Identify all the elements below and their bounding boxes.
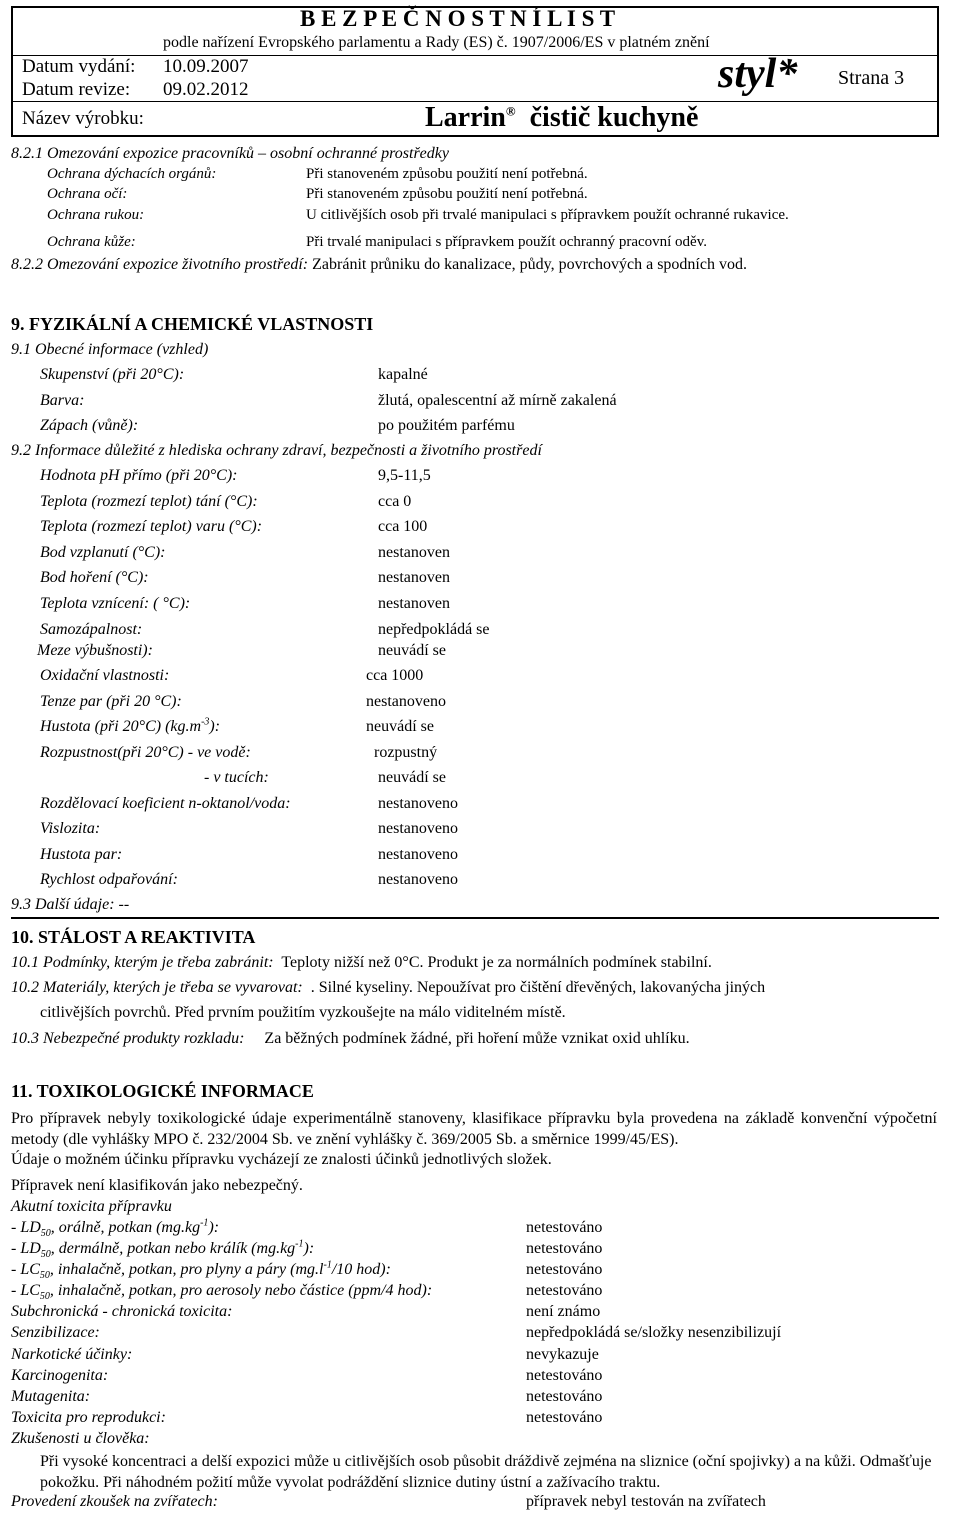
- property-label: Rychlost odpařování:: [40, 871, 178, 888]
- property-value: neuvádí se: [378, 642, 446, 659]
- property-label: Hustota par:: [40, 846, 123, 863]
- effects-note: Údaje o možném účinku přípravku vycházejí ze znalosti účinků jednotlivých složek.: [11, 1151, 552, 1168]
- property-value: neuvádí se: [366, 718, 434, 735]
- acute-prefix: - LC: [11, 1282, 40, 1299]
- section-8-2-1-heading: 8.2.1 Omezování expozice pracovníků – osobní ochranné prostředky: [11, 145, 449, 162]
- acute-suffix: /10 hod):: [331, 1261, 391, 1278]
- toxicity-value: není známo: [526, 1303, 601, 1320]
- property-value: nestanoveno: [378, 846, 458, 863]
- property-value: nestanoveno: [378, 795, 458, 812]
- product-label: Název výrobku:: [22, 108, 144, 129]
- section-10-3-value: Za běžných podmínek žádné, při hoření může vznikat oxid uhlíku.: [264, 1030, 690, 1047]
- toxicity-label: Mutagenita:: [11, 1388, 91, 1405]
- acute-toxicity-heading: Akutní toxicita přípravku: [11, 1198, 172, 1215]
- section-10-2-value: . Silné kyseliny. Nepoužívat pro čištění dřevěných, lakovanýcha jiných: [310, 979, 766, 996]
- color-label: Barva:: [40, 392, 85, 409]
- property-value: nestanoven: [378, 544, 450, 561]
- section-9-1-heading: 9.1 Obecné informace (vzhled): [11, 341, 209, 358]
- state-label: Skupenství (při 20°C):: [40, 366, 185, 383]
- issue-date-label: Datum vydání:: [22, 56, 136, 77]
- skin-protection-value: Při trvalé manipulaci s přípravkem použít ochranný pracovní oděv.: [306, 234, 707, 250]
- acute-text: , inhalačně, potkan, pro aerosoly nebo částice (ppm/4 hod):: [49, 1282, 433, 1299]
- acute-toxicity-value: netestováno: [526, 1240, 603, 1257]
- section-10-1-value: Teploty nižší než 0°C. Produkt je za normálních podmínek stabilní.: [281, 954, 712, 971]
- section-10-1: [11, 954, 712, 972]
- odor-label: Zápach (vůně):: [40, 417, 139, 434]
- acute-prefix: - LC: [11, 1261, 40, 1278]
- section-divider: [11, 917, 939, 919]
- property-label: Tenze par (při 20 °C):: [40, 693, 182, 710]
- toxicity-value: netestováno: [526, 1367, 603, 1384]
- respiratory-protection-value: Při stanoveném způsobu použití není potřebná.: [306, 166, 588, 182]
- section-10-2-continued: citlivějších povrchů. Před prvním použitím vyzkoušejte na málo viditelném místě.: [40, 1004, 566, 1021]
- density-label-text: Hustota (při 20°C) (kg.m: [40, 718, 202, 735]
- section-11-title: 11. TOXIKOLOGICKÉ INFORMACE: [11, 1081, 314, 1101]
- section-9-3: 9.3 Další údaje: --: [11, 896, 130, 913]
- acute-toxicity-label: [11, 1282, 433, 1303]
- registered-mark: ®: [505, 103, 516, 119]
- property-label: Teplota vznícení: ( °C):: [40, 595, 191, 612]
- toxicity-label: Senzibilizace:: [11, 1324, 100, 1341]
- revision-date: 09.02.2012: [163, 79, 249, 100]
- section-10-3: [11, 1030, 690, 1048]
- property-value: nestanoveno: [366, 693, 446, 710]
- acute-superscript: -1: [200, 1217, 209, 1229]
- property-value: cca 100: [378, 518, 428, 535]
- acute-toxicity-value: netestováno: [526, 1282, 603, 1299]
- product-description: čistič kuchyně: [529, 102, 699, 133]
- brand-logo: styl*: [718, 51, 798, 97]
- section-10-1-label: 10.1 Podmínky, kterým je třeba zabránit:: [11, 954, 274, 971]
- property-value: nestanoveno: [378, 871, 458, 888]
- toxicity-label: Karcinogenita:: [11, 1367, 109, 1384]
- classification-paragraph: Pro přípravek nebyly toxikologické údaje experimentálně stanoveny, klasifikace přípravku byla provedena na základě konvenční výpočetní metody (dle vyhlášky MPO č. 232/2004 Sb. ve znění vyhlášky č. 369/2005 Sb. a směrnice 1999/45/ES).: [11, 1110, 937, 1148]
- color-value: žlutá, opalescentní až mírně zakalená: [378, 392, 617, 409]
- acute-toxicity-label: [11, 1259, 391, 1282]
- section-10-2-label: 10.2 Materiály, kterých je třeba se vyvarovat:: [11, 979, 303, 996]
- acute-prefix: - LD: [11, 1219, 41, 1236]
- header-divider-1: [11, 55, 939, 56]
- section-10-title: 10. STÁLOST A REAKTIVITA: [11, 927, 256, 947]
- acute-subscript: 50: [40, 1249, 51, 1261]
- section-9-title: 9. FYZIKÁLNÍ A CHEMICKÉ VLASTNOSTI: [11, 314, 374, 334]
- acute-text: , orálně, potkan (mg.kg: [50, 1219, 201, 1236]
- animal-testing-value: přípravek nebyl testován na zvířatech: [526, 1493, 766, 1510]
- acute-superscript: -1: [323, 1259, 332, 1271]
- acute-toxicity-value: netestováno: [526, 1261, 603, 1278]
- property-label: Bod hoření (°C):: [40, 569, 149, 586]
- acute-suffix: ):: [303, 1240, 315, 1257]
- section-8-2-2-value: Zabránit průniku do kanalizace, půdy, povrchových a spodních vod.: [312, 256, 747, 273]
- revision-date-label: Datum revize:: [22, 79, 131, 100]
- animal-testing-label: Provedení zkoušek na zvířatech:: [11, 1493, 218, 1510]
- acute-prefix: - LD: [11, 1240, 41, 1257]
- property-value: cca 1000: [366, 667, 424, 684]
- regulation-subtitle: podle nařízení Evropského parlamentu a Rady (ES) č. 1907/2006/ES v platném znění: [163, 34, 710, 51]
- property-label: Vislozita:: [40, 820, 101, 837]
- page-number: Strana 3: [838, 67, 905, 89]
- hand-protection-label: Ochrana rukou:: [47, 207, 145, 223]
- property-value: nestanoven: [378, 595, 450, 612]
- human-experience-text: Při vysoké koncentraci a delší expozici může u citlivějších osob působit dráždivě zejména na sliznice (oční spojivky) a na kůži. Odmašťuje pokožku. Při náhodném požití může vyvolat podráždění sliznice dutiny ústní a zažívacího traktu.: [40, 1453, 932, 1491]
- acute-subscript: 50: [39, 1270, 50, 1282]
- section-8-2-2: [11, 256, 747, 274]
- section-10-3-label: 10.3 Nebezpečné produkty rozkladu:: [11, 1030, 245, 1047]
- density-unit-exponent: -3: [201, 716, 210, 728]
- property-value: neuvádí se: [378, 769, 446, 786]
- property-label: Rozpustnost(při 20°C) - ve vodě:: [40, 744, 251, 761]
- property-value: nestanoveno: [378, 820, 458, 837]
- property-label: Hodnota pH přímo (při 20°C):: [40, 467, 238, 484]
- density-label-tail: ):: [209, 718, 221, 735]
- property-label: Rozdělovací koeficient n-oktanol/voda:: [40, 795, 291, 812]
- acute-suffix: ):: [208, 1219, 220, 1236]
- property-label: - v tucích:: [204, 769, 269, 786]
- property-value: 9,5-11,5: [378, 467, 431, 484]
- hand-protection-value: U citlivějších osob při trvalé manipulaci s přípravkem použít ochranné rukavice.: [306, 207, 789, 223]
- section-10-2: [11, 979, 765, 997]
- property-label: [40, 718, 220, 736]
- acute-subscript: 50: [39, 1291, 50, 1303]
- toxicity-value: netestováno: [526, 1388, 603, 1405]
- property-label: Bod vzplanutí (°C):: [40, 544, 166, 561]
- property-label: Meze výbušnosti):: [37, 642, 153, 659]
- odor-value: po použitém parfému: [378, 417, 515, 434]
- toxicity-label: Narkotické účinky:: [11, 1346, 133, 1363]
- property-value: rozpustný: [374, 744, 438, 761]
- property-label: Oxidační vlastnosti:: [40, 667, 170, 684]
- acute-superscript: -1: [295, 1238, 304, 1250]
- skin-protection-label: Ochrana kůže:: [47, 234, 136, 250]
- eye-protection-label: Ochrana očí:: [47, 186, 128, 202]
- respiratory-protection-label: Ochrana dýchacích orgánů:: [47, 166, 217, 182]
- acute-toxicity-label: [11, 1217, 220, 1240]
- property-label: Samozápalnost:: [40, 621, 143, 638]
- acute-toxicity-label: [11, 1238, 315, 1261]
- product-brand: Larrin: [425, 102, 506, 133]
- product-name: [425, 102, 698, 134]
- section-8-2-2-label: 8.2.2 Omezování expozice životního prostředí:: [11, 256, 309, 273]
- acute-subscript: 50: [40, 1228, 51, 1240]
- acute-text: , inhalačně, potkan, pro plyny a páry (mg.l: [49, 1261, 324, 1278]
- property-value: cca 0: [378, 493, 412, 510]
- toxicity-label: Toxicita pro reprodukci:: [11, 1409, 166, 1426]
- property-value: nestanoven: [378, 569, 450, 586]
- human-experience-heading: Zkušenosti u člověka:: [11, 1430, 150, 1447]
- section-9-2-heading: 9.2 Informace důležité z hlediska ochrany zdraví, bezpečnosti a životního prostředí: [11, 442, 542, 459]
- property-value: nepředpokládá se: [378, 621, 490, 638]
- issue-date: 10.09.2007: [163, 56, 249, 77]
- document-title: B E Z P E Č N O S T N Í L I S T: [300, 6, 616, 31]
- eye-protection-value: Při stanoveném způsobu použití není potřebná.: [306, 186, 588, 202]
- toxicity-value: nepředpokládá se/složky nesenzibilizují: [526, 1324, 782, 1341]
- state-value: kapalné: [378, 366, 428, 383]
- property-label: Teplota (rozmezí teplot) varu (°C):: [40, 518, 263, 535]
- toxicity-label: Subchronická - chronická toxicita:: [11, 1303, 233, 1320]
- property-label: Teplota (rozmezí teplot) tání (°C):: [40, 493, 258, 510]
- toxicity-value: netestováno: [526, 1409, 603, 1426]
- toxicity-value: nevykazuje: [526, 1346, 599, 1363]
- classification-note: Přípravek není klasifikován jako nebezpečný.: [11, 1177, 303, 1194]
- acute-text: , dermálně, potkan nebo králík (mg.kg: [50, 1240, 296, 1257]
- acute-toxicity-value: netestováno: [526, 1219, 603, 1236]
